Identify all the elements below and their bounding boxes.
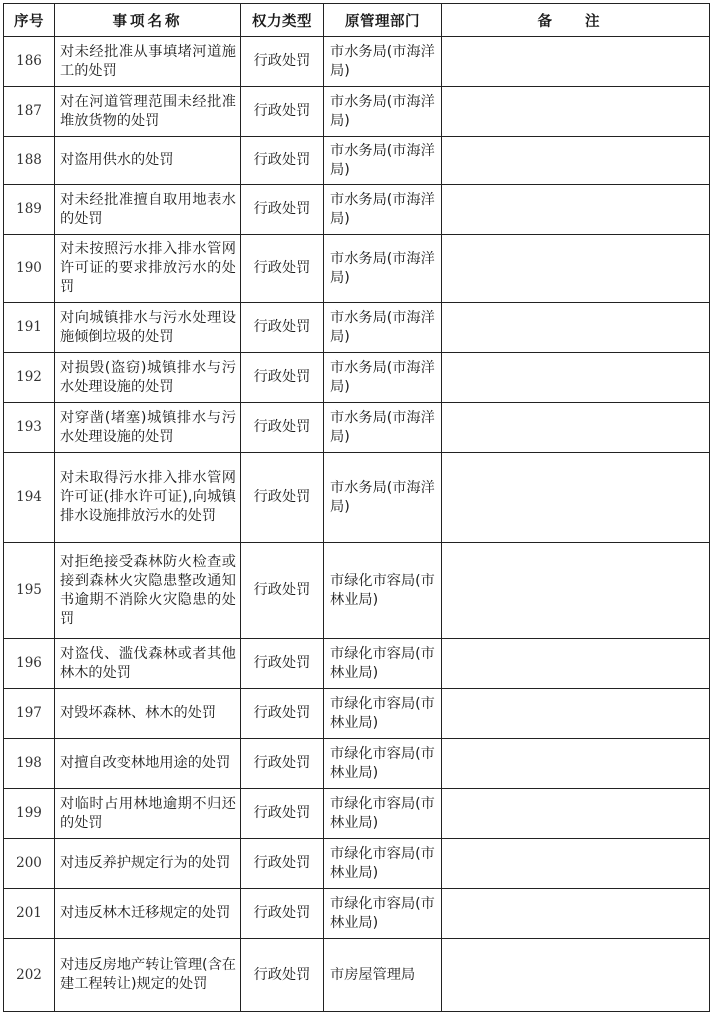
row-item-name: 对临时占用林地逾期不归还的处罚 xyxy=(55,789,241,839)
table-row xyxy=(4,353,710,403)
row-power-type: 行政处罚 xyxy=(241,839,324,889)
row-department: 市水务局(市海洋局) xyxy=(324,37,442,87)
row-remark xyxy=(442,689,710,739)
row-remark xyxy=(442,303,710,353)
row-item-name: 对违反林木迁移规定的处罚 xyxy=(55,889,241,939)
row-remark xyxy=(442,87,710,137)
row-power-type: 行政处罚 xyxy=(241,37,324,87)
row-department: 市水务局(市海洋局) xyxy=(324,403,442,453)
row-department: 市绿化市容局(市林业局) xyxy=(324,789,442,839)
table-row xyxy=(4,87,710,137)
row-seq: 195 xyxy=(4,543,55,639)
row-department: 市绿化市容局(市林业局) xyxy=(324,543,442,639)
row-item-name: 对擅自改变林地用途的处罚 xyxy=(55,739,241,789)
row-item-name: 对拒绝接受森林防火检查或接到森林火灾隐患整改通知书逾期不消除火灾隐患的处罚 xyxy=(55,543,241,639)
row-item-name: 对未经批准从事填堵河道施工的处罚 xyxy=(55,37,241,87)
row-power-type: 行政处罚 xyxy=(241,403,324,453)
row-department: 市绿化市容局(市林业局) xyxy=(324,689,442,739)
row-department: 市房屋管理局 xyxy=(324,939,442,1012)
row-department: 市绿化市容局(市林业局) xyxy=(324,639,442,689)
row-power-type: 行政处罚 xyxy=(241,543,324,639)
row-remark xyxy=(442,37,710,87)
table-row xyxy=(4,689,710,739)
row-item-name: 对在河道管理范围未经批准堆放货物的处罚 xyxy=(55,87,241,137)
row-remark xyxy=(442,235,710,303)
row-item-name: 对毁坏森林、林木的处罚 xyxy=(55,689,241,739)
row-seq: 197 xyxy=(4,689,55,739)
table-row xyxy=(4,403,710,453)
row-remark xyxy=(442,639,710,689)
row-department: 市水务局(市海洋局) xyxy=(324,87,442,137)
header-remark: 备 注 xyxy=(442,4,710,37)
row-power-type: 行政处罚 xyxy=(241,353,324,403)
row-item-name: 对违反房地产转让管理(含在建工程转让)规定的处罚 xyxy=(55,939,241,1012)
row-item-name: 对违反养护规定行为的处罚 xyxy=(55,839,241,889)
table-row xyxy=(4,137,710,185)
row-item-name: 对盗用供水的处罚 xyxy=(55,137,241,185)
row-item-name: 对向城镇排水与污水处理设施倾倒垃圾的处罚 xyxy=(55,303,241,353)
row-power-type: 行政处罚 xyxy=(241,889,324,939)
row-power-type: 行政处罚 xyxy=(241,939,324,1012)
row-item-name: 对未按照污水排入排水管网许可证的要求排放污水的处罚 xyxy=(55,235,241,303)
row-remark xyxy=(442,403,710,453)
power-items-table xyxy=(3,3,710,1012)
table-row xyxy=(4,185,710,235)
row-department: 市水务局(市海洋局) xyxy=(324,303,442,353)
row-remark xyxy=(442,889,710,939)
row-item-name: 对穿凿(堵塞)城镇排水与污水处理设施的处罚 xyxy=(55,403,241,453)
table-row xyxy=(4,739,710,789)
row-seq: 198 xyxy=(4,739,55,789)
row-power-type: 行政处罚 xyxy=(241,453,324,543)
table-row xyxy=(4,889,710,939)
row-seq: 200 xyxy=(4,839,55,889)
row-department: 市绿化市容局(市林业局) xyxy=(324,739,442,789)
table-row xyxy=(4,543,710,639)
row-power-type: 行政处罚 xyxy=(241,185,324,235)
row-item-name: 对盗伐、滥伐森林或者其他林木的处罚 xyxy=(55,639,241,689)
header-name: 事项名称 xyxy=(55,4,241,37)
row-seq: 187 xyxy=(4,87,55,137)
table-row xyxy=(4,453,710,543)
row-department: 市水务局(市海洋局) xyxy=(324,353,442,403)
row-power-type: 行政处罚 xyxy=(241,137,324,185)
row-remark xyxy=(442,453,710,543)
row-department: 市水务局(市海洋局) xyxy=(324,235,442,303)
table-row xyxy=(4,303,710,353)
row-seq: 194 xyxy=(4,453,55,543)
row-department: 市绿化市容局(市林业局) xyxy=(324,839,442,889)
row-remark xyxy=(442,137,710,185)
row-power-type: 行政处罚 xyxy=(241,739,324,789)
row-seq: 190 xyxy=(4,235,55,303)
row-seq: 192 xyxy=(4,353,55,403)
header-seq: 序号 xyxy=(4,4,55,37)
table-row xyxy=(4,839,710,889)
row-item-name: 对损毁(盗窃)城镇排水与污水处理设施的处罚 xyxy=(55,353,241,403)
row-seq: 186 xyxy=(4,37,55,87)
row-power-type: 行政处罚 xyxy=(241,789,324,839)
table-row xyxy=(4,939,710,1012)
row-remark xyxy=(442,543,710,639)
row-seq: 188 xyxy=(4,137,55,185)
row-power-type: 行政处罚 xyxy=(241,639,324,689)
table-row xyxy=(4,789,710,839)
row-seq: 201 xyxy=(4,889,55,939)
table-row xyxy=(4,235,710,303)
row-remark xyxy=(442,353,710,403)
table-header-row xyxy=(4,4,710,37)
row-department: 市水务局(市海洋局) xyxy=(324,453,442,543)
document-page xyxy=(3,3,709,1012)
row-power-type: 行政处罚 xyxy=(241,689,324,739)
row-remark xyxy=(442,789,710,839)
row-department: 市绿化市容局(市林业局) xyxy=(324,889,442,939)
row-seq: 193 xyxy=(4,403,55,453)
row-remark xyxy=(442,185,710,235)
row-item-name: 对未取得污水排入排水管网许可证(排水许可证),向城镇排水设施排放污水的处罚 xyxy=(55,453,241,543)
row-department: 市水务局(市海洋局) xyxy=(324,137,442,185)
row-seq: 199 xyxy=(4,789,55,839)
row-power-type: 行政处罚 xyxy=(241,303,324,353)
row-seq: 196 xyxy=(4,639,55,689)
row-power-type: 行政处罚 xyxy=(241,87,324,137)
row-seq: 191 xyxy=(4,303,55,353)
row-remark xyxy=(442,839,710,889)
row-seq: 202 xyxy=(4,939,55,1012)
header-dept: 原管理部门 xyxy=(324,4,442,37)
row-item-name: 对未经批准擅自取用地表水的处罚 xyxy=(55,185,241,235)
row-remark xyxy=(442,739,710,789)
row-power-type: 行政处罚 xyxy=(241,235,324,303)
header-type: 权力类型 xyxy=(241,4,324,37)
table-row xyxy=(4,37,710,87)
row-seq: 189 xyxy=(4,185,55,235)
row-department: 市水务局(市海洋局) xyxy=(324,185,442,235)
table-row xyxy=(4,639,710,689)
row-remark xyxy=(442,939,710,1012)
table-body xyxy=(4,37,710,1012)
